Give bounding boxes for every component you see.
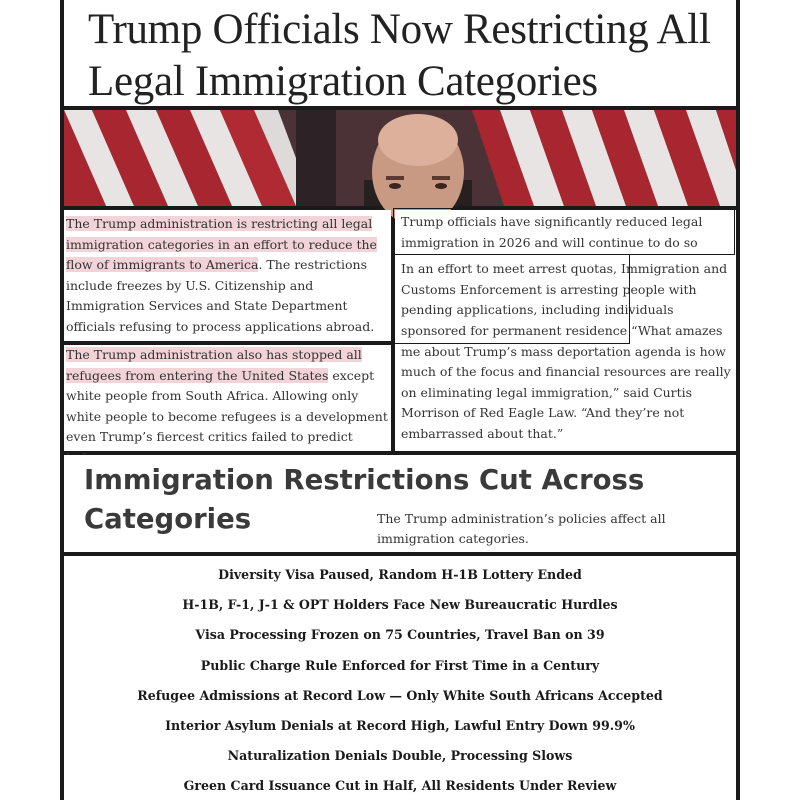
- list-item: Naturalization Denials Double, Processing Slows: [227, 748, 573, 764]
- section-header-panel: [64, 455, 736, 552]
- highlighted-text: The Trump administration also has stopped all refugees from entering the United States: [66, 347, 362, 383]
- article-text: . The restrictions include freezes by U.S. Citizenship and Immigration Services and State Department officials refusing to process applications abroad.: [66, 257, 375, 334]
- list-item: H-1B, F-1, J-1 & OPT Holders Face New Bureaucratic Hurdles: [182, 597, 618, 613]
- list-item: Interior Asylum Denials at Record High, Lawful Entry Down 99.9%: [165, 718, 635, 734]
- article-left-bottom: [64, 345, 391, 451]
- list-item: Green Card Issuance Cut in Half, All Residents Under Review: [183, 778, 617, 794]
- article-right: [395, 210, 736, 451]
- flag-stripes-left: [64, 110, 314, 206]
- list-item: Visa Processing Frozen on 75 Countries, Travel Ban on 39: [195, 627, 605, 643]
- photo-shadow: [296, 110, 336, 206]
- highlighted-text: The Trump administration is restricting all legal immigration categories in an effort to reduce the flow of immigrants to America: [66, 216, 377, 273]
- article-text: except white people from South Africa. Allowing only white people to become refugees is a development even Trump’s fiercest critics failed to predict: [66, 367, 388, 445]
- article-right-para1: Trump officials have significantly reduced legal immigration in 2026 and will continue to do so: [401, 214, 703, 250]
- restrictions-list: [64, 556, 736, 802]
- photo-panel: [64, 110, 736, 206]
- news-collage: [60, 0, 740, 800]
- article-right-para2: [401, 253, 736, 444]
- section-subtitle: The Trump administration’s policies affect all immigration categories.: [377, 511, 666, 546]
- article-left-top: [64, 210, 391, 341]
- list-item: Public Charge Rule Enforced for First Time in a Century: [200, 657, 600, 673]
- flag-stripes-right: [472, 110, 736, 206]
- flag-photo: [64, 110, 736, 206]
- headline-panel: [64, 0, 736, 106]
- article-text: In an effort to meet arrest quotas, Immigration and Customs Enforcement is arresting people with pending applications, including individuals sponsored for permanent residence: [401, 261, 728, 338]
- list-item: Diversity Visa Paused, Random H-1B Lottery Ended: [218, 567, 582, 582]
- article-quote: “What amazes me about Trump’s mass deportation agenda is how much of the focus and financial resources are really on eliminating legal immigration,” said Curtis Morrison of Red Eagle Law. “And they’re not embarrassed about that.”: [401, 322, 731, 441]
- list-item: Refugee Admissions at Record Low — Only White South Africans Accepted: [137, 687, 663, 703]
- headline: Trump Officials Now Restricting All Legal Immigration Categories: [88, 6, 711, 105]
- section-title: Immigration Restrictions Cut Across Categories: [84, 464, 645, 535]
- restrictions-list-panel: [64, 556, 736, 800]
